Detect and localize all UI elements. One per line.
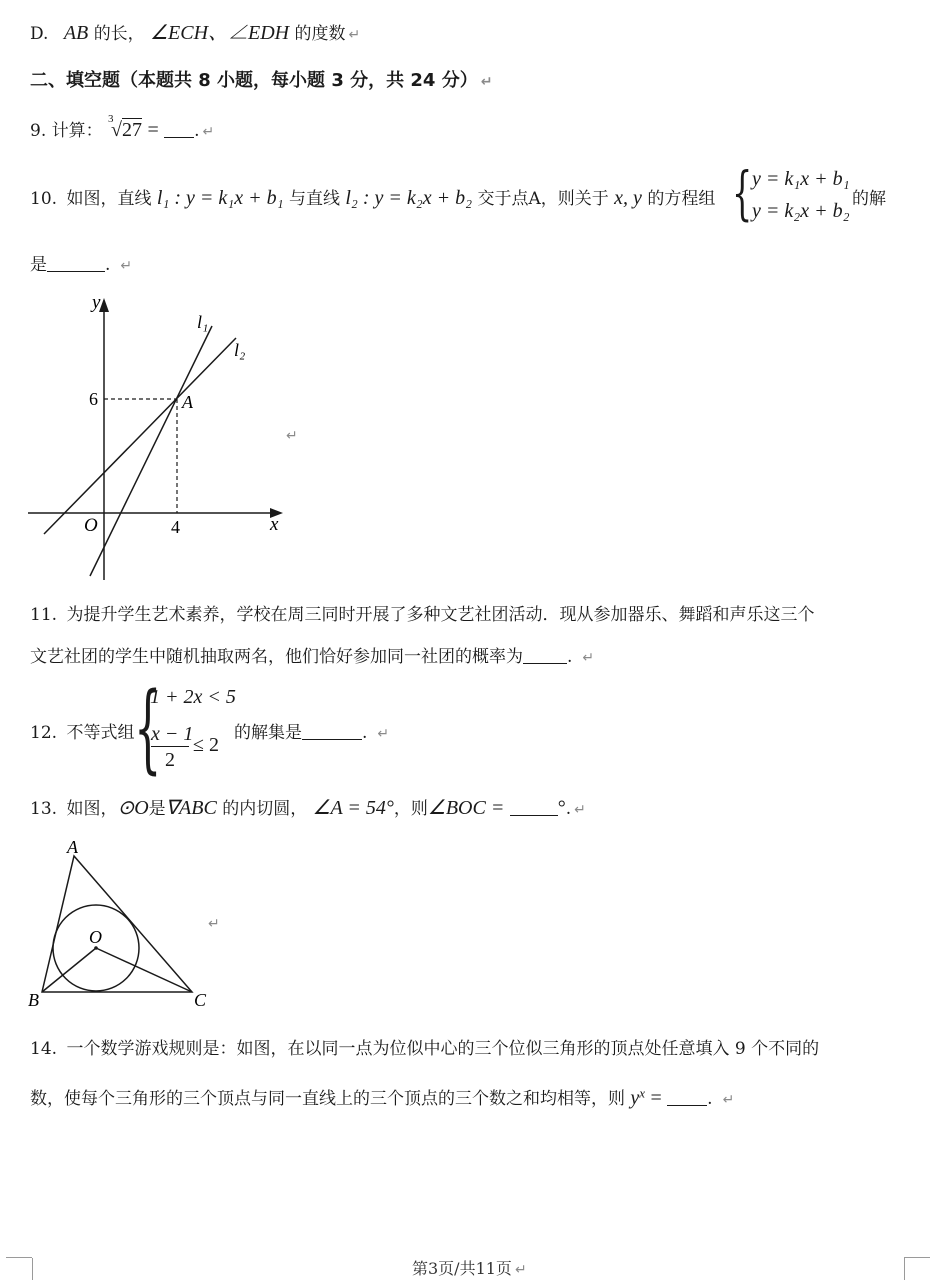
fraction	[151, 722, 194, 773]
question-text: 的方程组	[647, 189, 716, 209]
vertex-c-label: C	[194, 990, 207, 1010]
question-text: 如图，直线	[66, 189, 152, 209]
vertex-a-label: A	[67, 837, 78, 857]
question-number: 11.	[30, 605, 58, 625]
return-icon: ↵	[574, 802, 586, 818]
vertex-b-label: B	[28, 990, 39, 1010]
cube-root: 3 √27	[108, 113, 143, 141]
line-l1	[90, 326, 212, 576]
question-text: 交于点A，则关于	[477, 189, 609, 209]
angle-boc: ∠BOC =	[427, 797, 505, 819]
return-icon: ↵	[348, 27, 361, 43]
center-o-label: O	[89, 927, 102, 947]
return-icon: ↵	[480, 74, 493, 90]
return-icon: ↵	[286, 428, 298, 444]
question-9	[30, 113, 215, 142]
question-text: 一个数学游戏规则是：如图，在以同一点为位似中心的三个位似三角形的顶点处任意填入 9 个不同的	[66, 1039, 820, 1059]
question-10	[30, 184, 715, 210]
question-text: 如图，	[66, 799, 118, 819]
expr-exponent: x	[639, 1085, 646, 1101]
triangle-abc: ∇ABC	[165, 797, 217, 819]
question-text: 与直线	[288, 189, 340, 209]
question-text: 计算：	[51, 121, 103, 141]
return-icon: ↵	[582, 650, 595, 666]
period: .	[194, 121, 200, 141]
angle-a: ∠A = 54°	[312, 797, 394, 819]
question-text: 的解集是	[234, 723, 302, 743]
point-a-label: A	[182, 392, 193, 412]
y-label: y	[92, 292, 101, 313]
period: .	[707, 1089, 713, 1109]
radicand: 27	[122, 119, 143, 141]
question-number: 13.	[30, 799, 58, 819]
return-icon: ↵	[120, 258, 133, 274]
circle-o: ⊙O	[117, 797, 149, 819]
question-11-line2	[30, 642, 594, 667]
question-number: 10.	[30, 189, 58, 209]
section-title: 二、填空题（本题共 8 小题，每小题 3 分，共 24 分）	[30, 70, 478, 91]
period: .	[105, 255, 111, 275]
question-10-line2	[30, 250, 132, 275]
answer-blank[interactable]	[667, 1104, 707, 1106]
origin-label: O	[84, 515, 98, 536]
l2-label: l₂	[234, 340, 246, 360]
fraction-numerator: x − 1	[151, 723, 194, 745]
question-text: 是	[30, 255, 47, 275]
system-eq1: y = k₁x + b₁	[752, 168, 850, 190]
question-12	[30, 718, 134, 743]
x-label: x	[270, 514, 279, 535]
equals: =	[147, 119, 159, 141]
equals: =	[650, 1087, 662, 1109]
y-axis-arrow	[99, 298, 109, 312]
period: .	[362, 723, 368, 743]
question-14	[30, 1034, 819, 1059]
option-d-line	[30, 16, 360, 45]
question-number: 14.	[30, 1039, 58, 1059]
expr-base: y	[630, 1087, 640, 1109]
section-heading	[30, 66, 492, 92]
system-brace: {	[732, 159, 753, 227]
line-l2-eq: l₂ : y = k₂x + b₂	[345, 187, 473, 209]
triangle-abc	[42, 856, 192, 992]
question-number: 12.	[30, 723, 58, 743]
return-icon: ↵	[377, 726, 390, 742]
question-text: 不等式组	[66, 723, 135, 743]
answer-blank[interactable]	[47, 270, 105, 272]
page-corner-left-top	[6, 1257, 32, 1258]
period: .	[565, 799, 572, 819]
question-number: 9.	[30, 121, 47, 141]
line-l1-eq: l₁ : y = k₁x + b₁	[156, 187, 284, 209]
question-text: 是	[148, 799, 166, 819]
inequality-1: 1 + 2x < 5	[150, 686, 236, 708]
answer-blank[interactable]	[164, 136, 194, 138]
question-text: 的内切圆，	[222, 799, 308, 819]
question-12-tail	[234, 718, 389, 743]
figure-10-graph	[20, 290, 310, 582]
figure-13-triangle	[20, 836, 220, 1012]
line-l2	[44, 338, 236, 534]
vars: x, y	[614, 187, 642, 209]
question-text: 为提升学生艺术素养，学校在周三同时开展了多种文艺社团活动．现从参加器乐、舞蹈和声乐这三个	[66, 605, 815, 625]
return-icon: ↵	[208, 916, 220, 932]
question-11	[30, 600, 814, 625]
answer-blank[interactable]	[302, 738, 362, 740]
answer-blank[interactable]	[510, 814, 558, 816]
tick-y-6: 6	[89, 389, 98, 409]
option-label: D.	[30, 24, 49, 44]
page-corner-right	[904, 1258, 931, 1280]
text: 的度数	[294, 24, 346, 44]
system-eq2: y = k₂x + b₂	[752, 200, 850, 222]
return-icon: ↵	[202, 124, 215, 140]
return-icon: ↵	[722, 1092, 735, 1108]
question-text: 的解	[852, 189, 886, 209]
page-corner-right-top	[904, 1257, 930, 1258]
tick-x-4: 4	[171, 517, 180, 537]
l1-label: l₁	[197, 312, 209, 332]
degree-sign: °	[557, 797, 566, 819]
math-ab: AB	[63, 22, 89, 44]
page-number: 第3页/共11页	[412, 1259, 512, 1278]
root-index: 3	[108, 113, 114, 125]
question-text: 文艺社团的学生中随机抽取两名，他们恰好参加同一社团的概率为	[30, 647, 523, 667]
fraction-denominator: 2	[165, 749, 175, 771]
inequality-2-rel: ≤ 2	[193, 734, 219, 756]
math-angles: ∠ECH、∠EDH	[150, 22, 290, 44]
page-corner-left	[6, 1258, 33, 1280]
question-13	[30, 794, 586, 820]
question-text: ，则	[393, 799, 428, 819]
segment-co	[96, 948, 192, 992]
system-brace: {	[134, 672, 162, 784]
page-footer	[412, 1256, 527, 1279]
answer-blank[interactable]	[523, 662, 567, 664]
period: .	[567, 647, 573, 667]
text: 的长，	[93, 24, 145, 44]
return-icon: ↵	[514, 1262, 527, 1278]
question-14-line2	[30, 1084, 734, 1110]
question-text: 数，使每个三角形的三个顶点与同一直线上的三个顶点的三个数之和均相等，则	[30, 1089, 625, 1109]
